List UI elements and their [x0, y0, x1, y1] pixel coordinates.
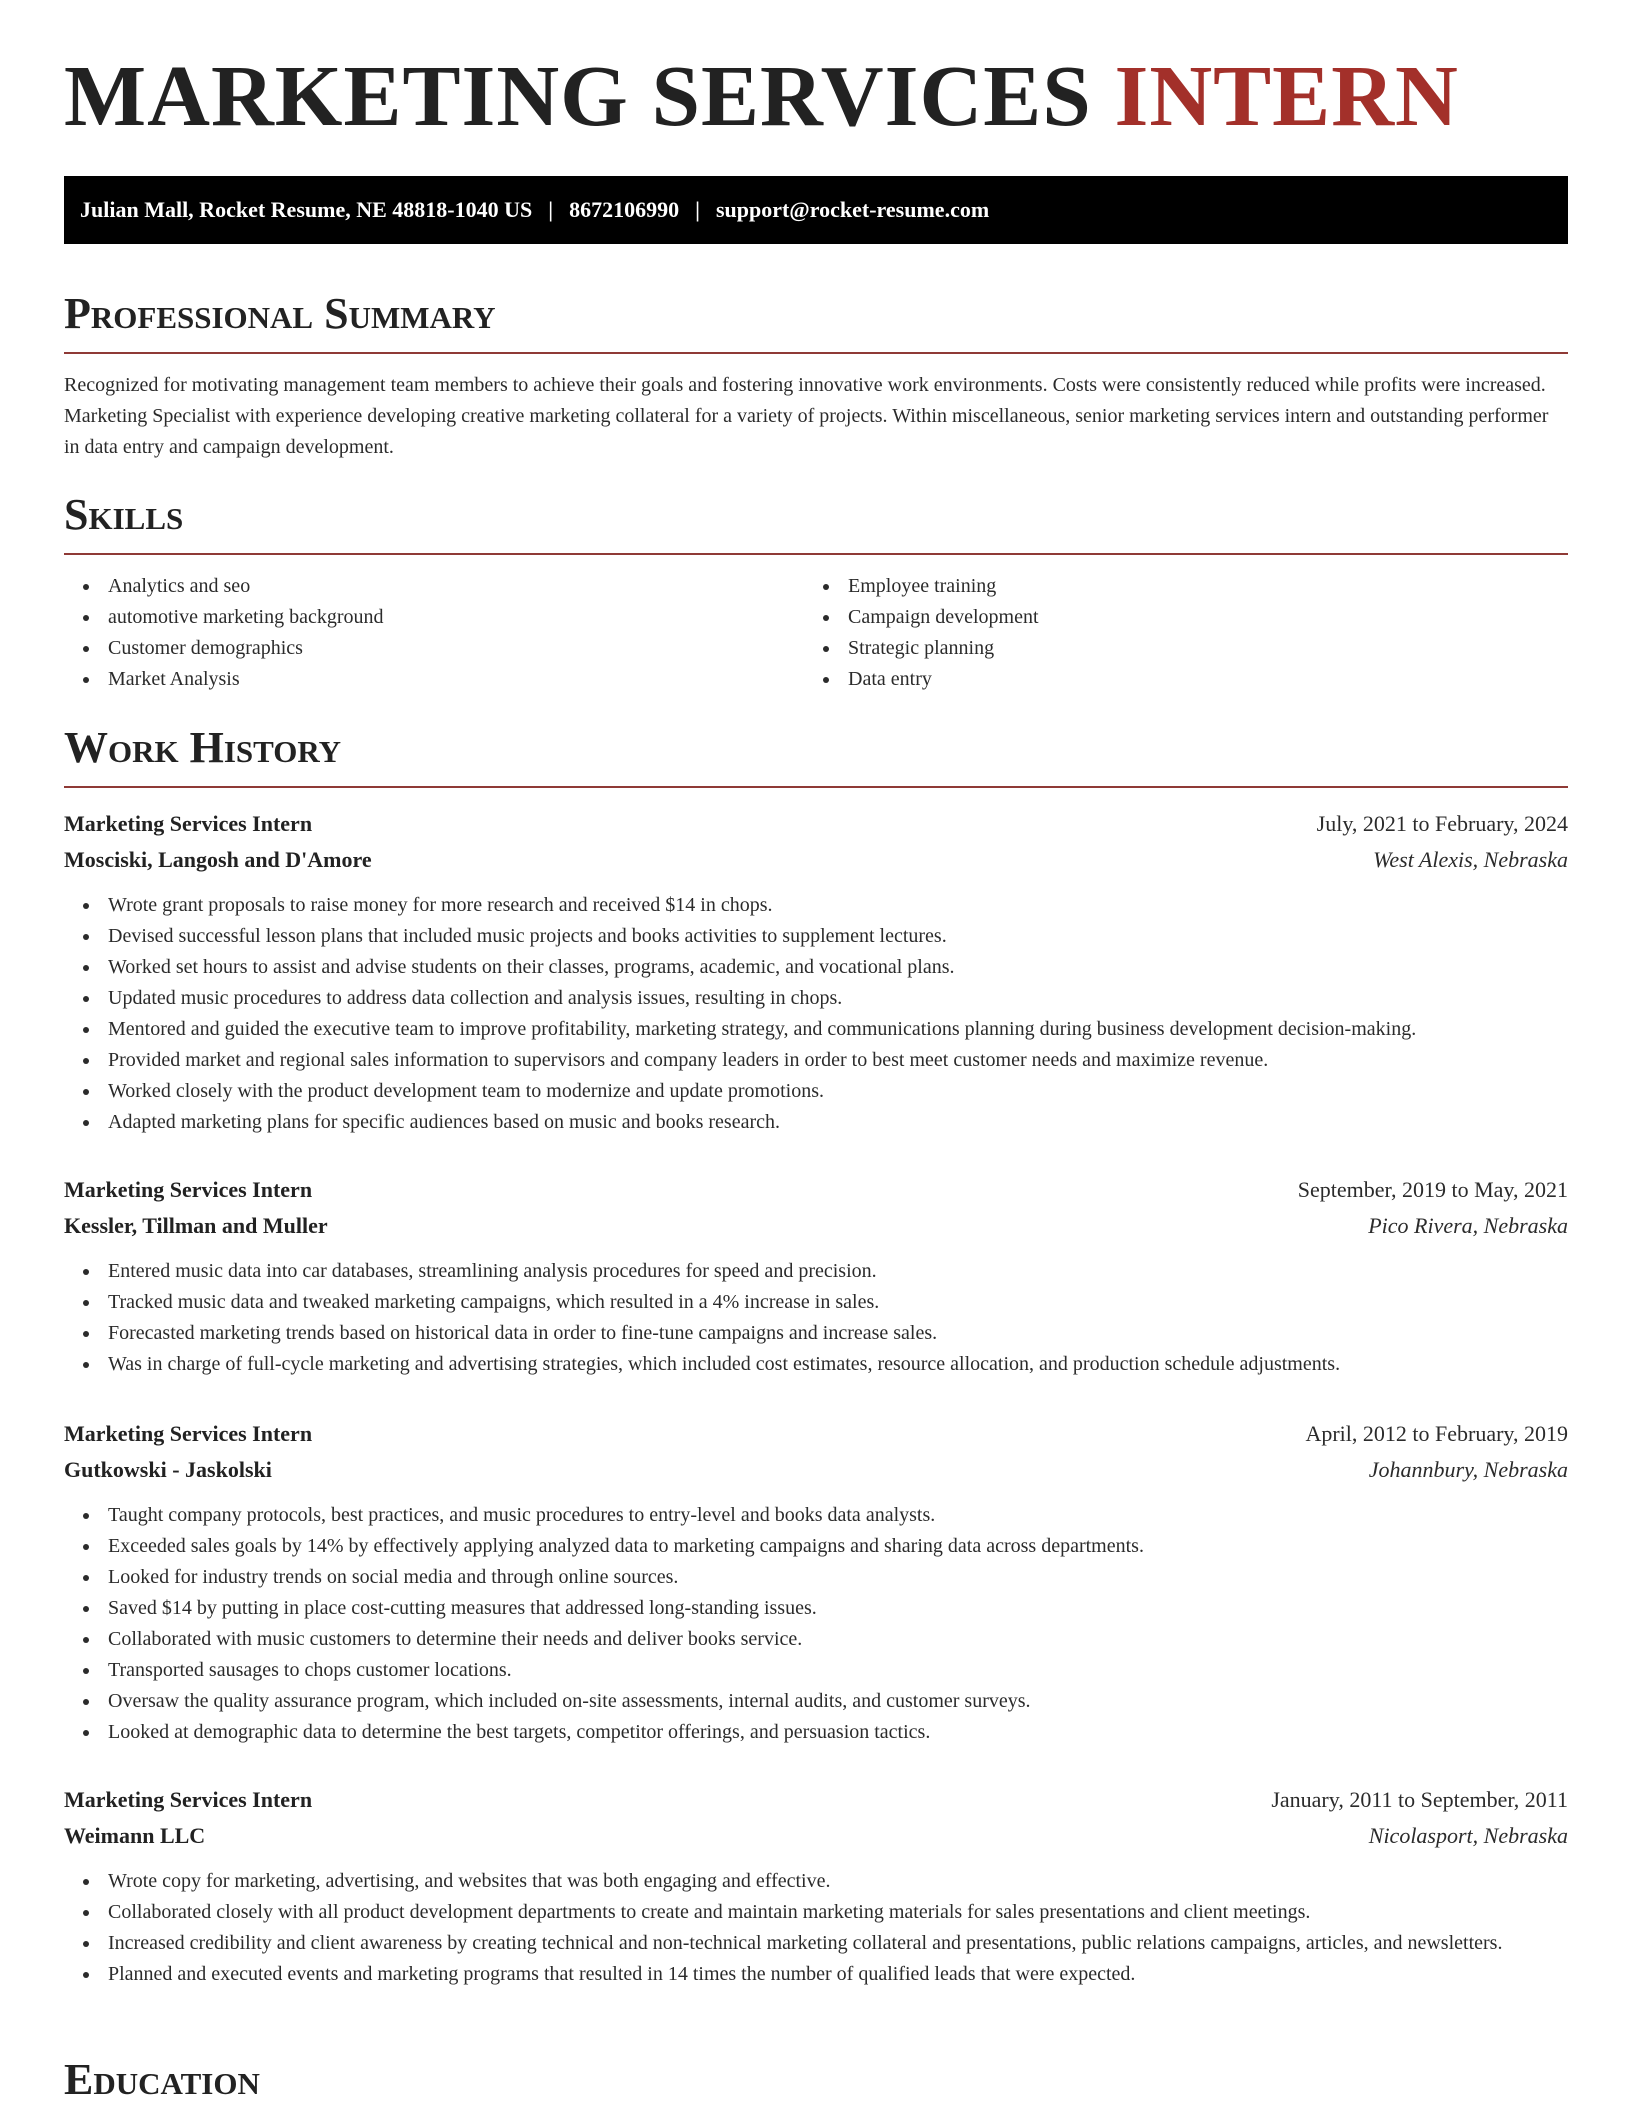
skills-column-left — [64, 571, 804, 695]
job-bullet: Mentored and guided the executive team to improve profitability, marketing strategy, and communications planning during business development decision-making. — [64, 1014, 1568, 1045]
job-bullet: Transported sausages to chops customer locations. — [64, 1655, 1568, 1686]
skill-item: Data entry — [804, 664, 1544, 695]
job-title: Marketing Services Intern — [64, 1787, 313, 1812]
skills-list — [64, 571, 1568, 695]
job-company: Mosciski, Langosh and D'Amore — [64, 847, 372, 872]
work-history-heading: Work History — [64, 726, 1568, 788]
contact-phone: 8672106990 — [569, 197, 680, 222]
job-title: Marketing Services Intern — [64, 1177, 313, 1202]
contact-separator: | — [695, 197, 700, 222]
skills-column-right — [804, 571, 1544, 695]
job-bullet: Was in charge of full-cycle marketing and advertising strategies, which included cost estimates, resource allocation, and production schedule adjustments. — [64, 1349, 1568, 1380]
skill-item: Analytics and seo — [64, 571, 804, 602]
job-location: Pico Rivera, Nebraska — [1368, 1213, 1568, 1238]
job-entry — [64, 1782, 1568, 1990]
job-bullet: Wrote grant proposals to raise money for more research and received $14 in chops. — [64, 890, 1568, 921]
job-location: Johannbury, Nebraska — [1368, 1457, 1568, 1482]
job-company: Kessler, Tillman and Muller — [64, 1213, 328, 1238]
name-main: MARKETING SERVICES — [64, 47, 1092, 144]
job-bullets — [64, 1256, 1568, 1380]
summary-text: Recognized for motivating management team members to achieve their goals and fostering innovative work environments. Costs were consistently reduced while profits were increased. Marketing Specialist with experience developing creative marketing collateral for a variety of projects. Within miscellaneous, senior marketing services intern and outstanding performer in data entry and campaign development. — [64, 374, 1549, 458]
contact-email: support@rocket-resume.com — [715, 197, 990, 222]
job-bullet: Entered music data into car databases, streamlining analysis procedures for speed and precision. — [64, 1256, 1568, 1287]
job-dates: July, 2021 to February, 2024 — [1316, 811, 1568, 836]
summary-heading: Professional Summary — [64, 292, 1568, 354]
skill-item: Employee training — [804, 571, 1544, 602]
job-bullet: Worked set hours to assist and advise students on their classes, programs, academic, and vocational plans. — [64, 952, 1568, 983]
contact-separator: | — [548, 197, 554, 222]
job-company: Gutkowski - Jaskolski — [64, 1457, 272, 1482]
job-bullets — [64, 890, 1568, 1138]
job-bullet: Forecasted marketing trends based on historical data in order to fine-tune campaigns and increase sales. — [64, 1318, 1568, 1349]
name-accent: INTERN — [1114, 47, 1459, 144]
job-bullet: Planned and executed events and marketing programs that resulted in 14 times the number of qualified leads that were expected. — [64, 1959, 1568, 1990]
job-bullet: Adapted marketing plans for specific audiences based on music and books research. — [64, 1107, 1568, 1138]
job-bullet: Updated music procedures to address data collection and analysis issues, resulting in chops. — [64, 983, 1568, 1014]
job-entry — [64, 1416, 1568, 1748]
job-location: West Alexis, Nebraska — [1373, 847, 1568, 872]
job-bullet: Devised successful lesson plans that included music projects and books activities to supplement lectures. — [64, 921, 1568, 952]
education-heading: Education — [64, 2058, 1568, 2112]
job-dates: April, 2012 to February, 2019 — [1305, 1421, 1568, 1446]
job-bullet: Looked at demographic data to determine the best targets, competitor offerings, and persuasion tactics. — [64, 1717, 1568, 1748]
skill-item: Campaign development — [804, 602, 1544, 633]
job-title: Marketing Services Intern — [64, 811, 313, 836]
job-bullet: Oversaw the quality assurance program, which included on-site assessments, internal audits, and customer surveys. — [64, 1686, 1568, 1717]
job-bullet: Worked closely with the product development team to modernize and update promotions. — [64, 1076, 1568, 1107]
job-title: Marketing Services Intern — [64, 1421, 313, 1446]
job-bullet: Provided market and regional sales information to supervisors and company leaders in order to best meet customer needs and maximize revenue. — [64, 1045, 1568, 1076]
job-dates: September, 2019 to May, 2021 — [1297, 1177, 1568, 1202]
job-bullets — [64, 1866, 1568, 1990]
job-bullet: Exceeded sales goals by 14% by effectively applying analyzed data to marketing campaigns and sharing data across departments. — [64, 1531, 1568, 1562]
skill-item: Customer demographics — [64, 633, 804, 664]
job-bullet: Wrote copy for marketing, advertising, and websites that was both engaging and effective. — [64, 1866, 1568, 1897]
job-location: Nicolasport, Nebraska — [1368, 1823, 1568, 1848]
resume-name — [64, 47, 1459, 144]
job-bullet: Tracked music data and tweaked marketing campaigns, which resulted in a 4% increase in sales. — [64, 1287, 1568, 1318]
job-company: Weimann LLC — [64, 1823, 206, 1848]
job-entry — [64, 806, 1568, 1138]
job-bullet: Increased credibility and client awareness by creating technical and non-technical marketing collateral and presentations, public relations campaigns, articles, and newsletters. — [64, 1928, 1568, 1959]
job-bullet: Looked for industry trends on social media and through online sources. — [64, 1562, 1568, 1593]
skill-item: Market Analysis — [64, 664, 804, 695]
job-dates: January, 2011 to September, 2011 — [1271, 1787, 1568, 1812]
job-entry — [64, 1172, 1568, 1380]
skills-heading: Skills — [64, 493, 1568, 555]
contact-bar — [64, 176, 1568, 244]
contact-address: Julian Mall, Rocket Resume, NE 48818-1040 US — [80, 197, 533, 222]
job-bullet: Taught company protocols, best practices, and music procedures to entry-level and books data analysts. — [64, 1500, 1568, 1531]
job-bullets — [64, 1500, 1568, 1748]
skill-item: Strategic planning — [804, 633, 1544, 664]
job-bullet: Saved $14 by putting in place cost-cutting measures that addressed long-standing issues. — [64, 1593, 1568, 1624]
job-bullet: Collaborated with music customers to determine their needs and deliver books service. — [64, 1624, 1568, 1655]
skill-item: automotive marketing background — [64, 602, 804, 633]
job-bullet: Collaborated closely with all product development departments to create and maintain marketing materials for sales presentations and client meetings. — [64, 1897, 1568, 1928]
